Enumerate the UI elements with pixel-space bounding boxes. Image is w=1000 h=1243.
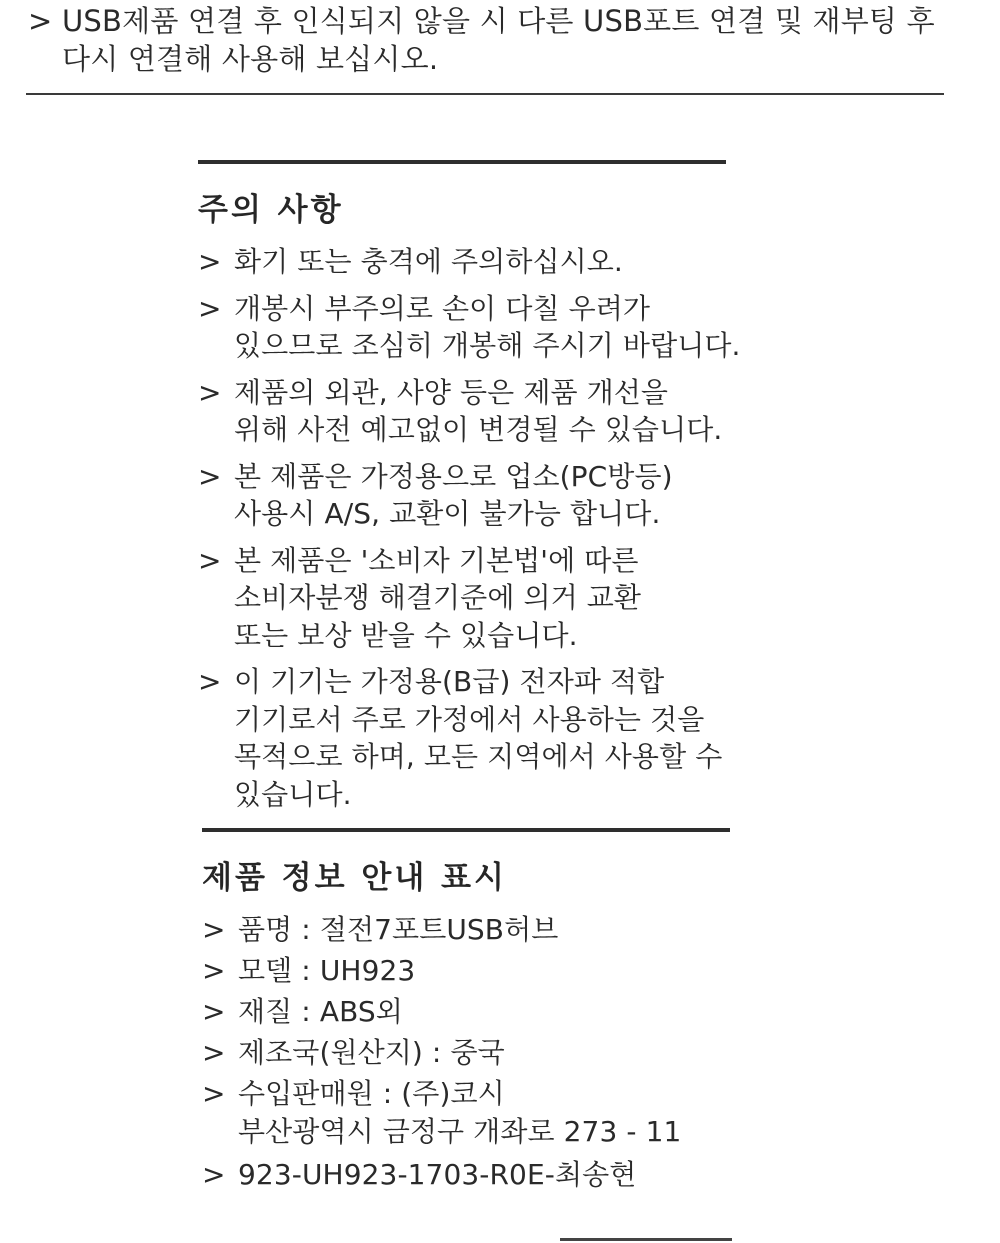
caution-divider xyxy=(198,160,726,164)
caution-item xyxy=(198,663,758,813)
caution-item xyxy=(198,458,758,533)
product-info-list xyxy=(202,911,762,1194)
bullet-arrow: > xyxy=(198,459,222,493)
top-divider xyxy=(26,93,944,95)
caution-item-text: 제품의 외관, 사양 등은 제품 개선을 위해 사전 예고없이 변경될 수 있습니다. xyxy=(234,375,723,446)
caution-item-text: 본 제품은 가정용으로 업소(PC방등) 사용시 A/S, 교환이 불가능 합니다. xyxy=(234,459,673,530)
caution-item xyxy=(198,542,758,655)
bullet-arrow: > xyxy=(202,1077,226,1110)
product-name: 품명 : 절전7포트USB허브 xyxy=(238,913,559,946)
product-info-divider xyxy=(202,828,730,832)
caution-item-text: 화기 또는 충격에 주의하십시오. xyxy=(234,245,623,278)
caution-list xyxy=(198,243,758,813)
caution-item-text: 이 기기는 가정용(B급) 전자파 적합 기기로서 주로 가정에서 사용하는 것을 목적으로 하며, 모든 지역에서 사용할 수 있습니다. xyxy=(234,665,723,811)
bullet-arrow: > xyxy=(28,4,53,38)
product-info-item xyxy=(202,952,762,990)
product-info-item xyxy=(202,1075,762,1150)
product-info-section xyxy=(202,828,762,1197)
caution-item-text: 본 제품은 '소비자 기본법'에 따른 소비자분쟁 해결기준에 의거 교환 또는 보상 받을 수 있습니다. xyxy=(234,543,642,652)
bullet-arrow: > xyxy=(202,995,226,1028)
bullet-arrow: > xyxy=(198,665,222,698)
bottom-divider xyxy=(560,1238,732,1241)
usb-notice-text-1: USB제품 연결 후 인식되지 않을 시 다른 USB포트 연결 및 재부팅 후 xyxy=(62,4,935,38)
caution-item-text: 개봉시 부주의로 손이 다칠 우려가 있으므로 조심히 개봉해 주시기 바랍니다. xyxy=(234,291,741,362)
caution-title: 주의 사항 xyxy=(198,192,344,228)
bullet-arrow: > xyxy=(202,954,226,987)
caution-item xyxy=(198,374,758,449)
bullet-arrow: > xyxy=(198,245,222,278)
top-section xyxy=(28,0,948,78)
bullet-arrow: > xyxy=(202,1036,226,1069)
product-material: 재질 : ABS외 xyxy=(238,995,403,1028)
product-importer: 수입판매원 : (주)코시 부산광역시 금정구 개좌로 273 - 11 xyxy=(238,1077,682,1148)
bullet-arrow: > xyxy=(198,291,222,325)
product-code: 923-UH923-1703-R0E-최송현 xyxy=(238,1158,637,1191)
usb-notice-text-2: 다시 연결해 사용해 보십시오. xyxy=(62,42,439,76)
usb-notice-line-1 xyxy=(28,2,948,40)
caution-item xyxy=(198,243,758,281)
usb-notice-line-2 xyxy=(28,40,948,78)
product-info-item xyxy=(202,993,762,1031)
bullet-arrow: > xyxy=(198,543,222,577)
product-info-item xyxy=(202,1034,762,1072)
product-info-title: 제품 정보 안내 표시 xyxy=(202,860,507,896)
product-info-item xyxy=(202,911,762,949)
product-info-item xyxy=(202,1156,762,1194)
bullet-arrow: > xyxy=(202,913,226,946)
bullet-arrow: > xyxy=(202,1158,226,1191)
bullet-arrow: > xyxy=(198,375,222,409)
caution-item xyxy=(198,290,758,365)
product-model: 모델 : UH923 xyxy=(238,954,416,987)
product-origin: 제조국(원산지) : 중국 xyxy=(238,1036,505,1069)
caution-section xyxy=(198,160,758,822)
